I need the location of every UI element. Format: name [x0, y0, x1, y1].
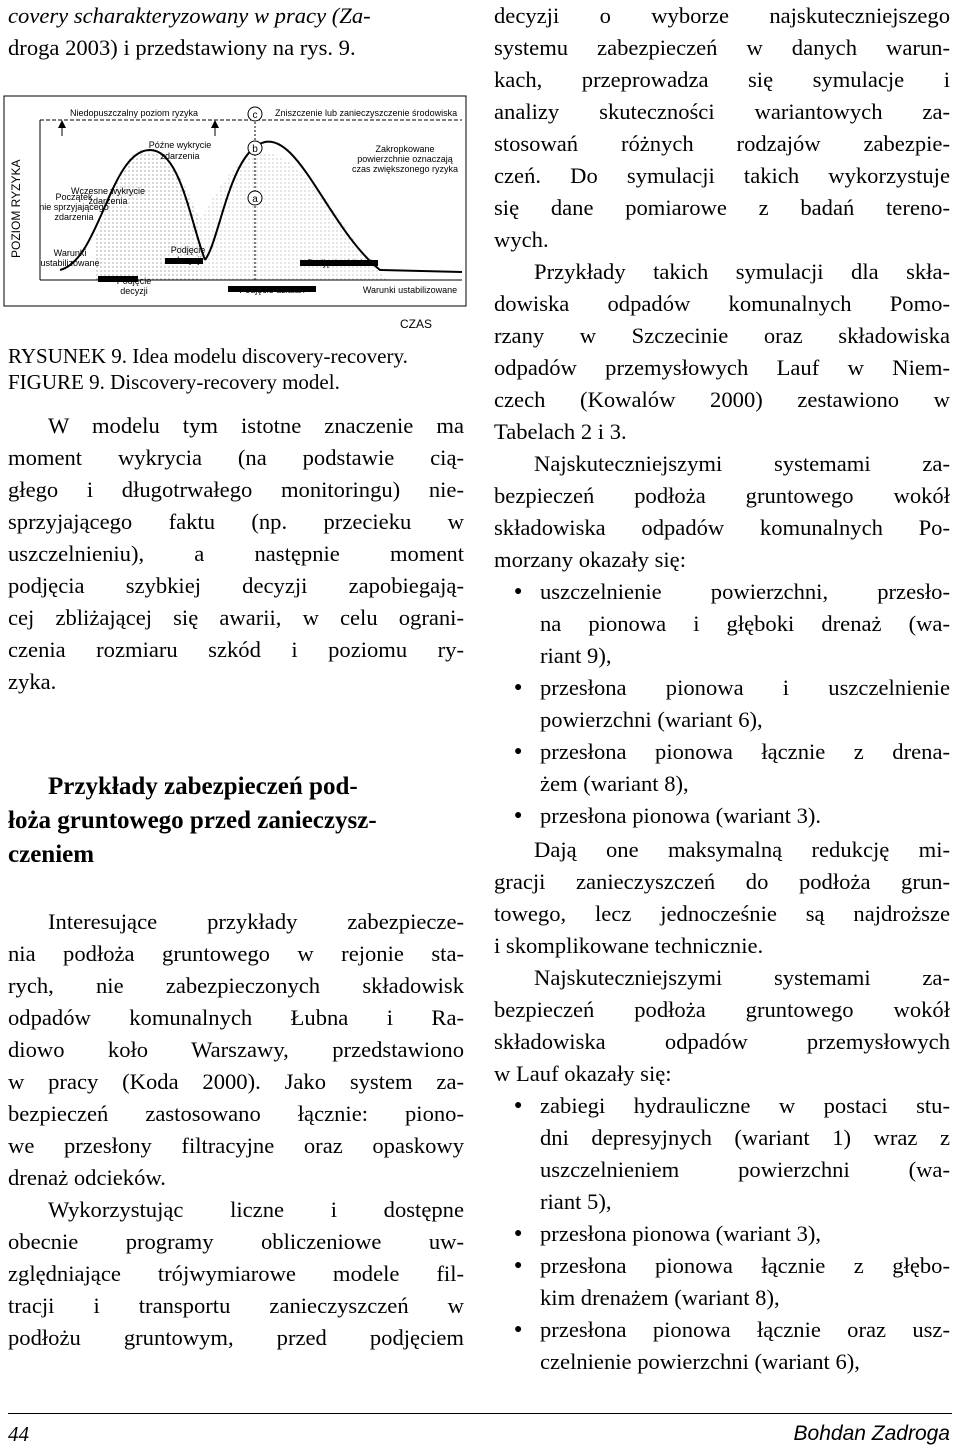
- text-line: bezpieczeń podłoża gruntowego wokół: [494, 997, 950, 1022]
- bullet-item-line: czelnienie powierzchni (wariant 6),: [540, 1349, 860, 1374]
- label-action-1: Podjęcie działań: [239, 285, 305, 295]
- text-line: systemu zabezpieczeń w danych warun-: [494, 35, 950, 60]
- text-line: tracji i transportu zanieczyszczeń w: [8, 1293, 464, 1318]
- label-start-2: nie sprzyjającego: [39, 202, 109, 212]
- text-line: w Lauf okazały się:: [494, 1061, 672, 1086]
- text-line: Dają one maksymalną redukcję mi-: [534, 837, 950, 862]
- label-stable-left-1: Warunki: [53, 248, 87, 258]
- text-line: odpadów przemysłowych Lauf w Niem-: [494, 355, 950, 380]
- text-line: Tabelach 2 i 3.: [494, 419, 627, 444]
- text-line: i skomplikowane technicznie.: [494, 933, 764, 958]
- label-start-3: zdarzenia: [54, 212, 94, 222]
- text-line: we przesłony filtracyjne oraz opaskowy: [8, 1133, 464, 1158]
- label-early-1: Wczesne wykrycie: [70, 186, 146, 196]
- text-line: składowiska odpadów przemysłowych: [494, 1029, 950, 1054]
- text-line: bezpieczeń podłoża gruntowego wokół: [494, 483, 950, 508]
- text-line: sprzyjającego faktu (np. przecieku w: [8, 509, 464, 534]
- arrow-head: [211, 120, 219, 128]
- text-line: covery scharakteryzowany w pracy (Za-: [8, 3, 371, 28]
- text-line: morzany okazały się:: [494, 547, 686, 572]
- text-line: analizy skuteczności wariantowych za-: [494, 99, 950, 124]
- y-axis-label: POZIOM RYZYKA: [9, 159, 23, 258]
- text-line: Wykorzystując liczne i dostępne: [48, 1197, 464, 1222]
- text-line: zyka.: [8, 669, 57, 694]
- arrow-head: [58, 120, 66, 128]
- label-action-2: Podjęcie działań: [307, 258, 373, 268]
- label-decision-1b: decyzji: [120, 286, 148, 296]
- footer-author: Bohdan Zadroga: [793, 1422, 950, 1445]
- text-line: drenaż odcieków.: [8, 1165, 166, 1190]
- bullet-icon: ●: [514, 744, 523, 759]
- bullet-item-line: przesłona pionowa (wariant 3).: [540, 803, 822, 828]
- text-line: czenia rozmiaru szkód i poziomu ry-: [8, 637, 464, 662]
- text-line: podjęcia szybkiej decyzji zapobiegają-: [8, 573, 464, 598]
- marker-b-label: b: [252, 144, 258, 155]
- text-line: cej zbliżającej się awarii, w celu ograni-: [8, 605, 464, 630]
- heading-line: czeniem: [8, 841, 95, 868]
- page-number: 44: [8, 1422, 29, 1446]
- text-line: się dane pomiarowe z badań tereno-: [494, 195, 950, 220]
- bullet-item-line: przesłona pionowa i uszczelnienie: [540, 675, 950, 700]
- label-dotted-3: czas zwiększonego ryzyka: [351, 164, 459, 174]
- text-line: W modelu tym istotne znaczenie ma: [48, 413, 464, 438]
- label-decision-2a: Podjęcie: [170, 245, 206, 255]
- text-line: gracji zanieczyszczeń do podłoża grun-: [494, 869, 950, 894]
- marker-a-label: a: [252, 194, 258, 205]
- text-line: Przykłady takich symulacji dla skła-: [534, 259, 950, 284]
- bullet-item-line: przesłona pionowa (wariant 3),: [540, 1221, 822, 1246]
- bullet-icon: ●: [514, 584, 523, 599]
- bullet-item-line: przesłona pionowa łącznie oraz usz-: [540, 1317, 950, 1342]
- bullet-item-line: uszczelnieniem powierzchni (wa-: [540, 1157, 950, 1182]
- text-line: nia podłoża gruntowego w rejonie sta-: [8, 941, 464, 966]
- bullet-item-line: przesłona pionowa łącznie z drena-: [540, 739, 950, 764]
- text-line: podłożu gruntowym, przed podjęciem: [8, 1325, 464, 1350]
- label-destruction: Zniszczenie lub zanieczyszczenie środowiska: [275, 108, 458, 118]
- heading-line: łoża gruntowego przed zanieczysz-: [8, 807, 377, 834]
- bullet-item-line: riant 9),: [540, 643, 612, 668]
- text-line: czech (Kowalów 2000) zestawiono w: [494, 387, 950, 412]
- discovery-recovery-figure: [0, 90, 470, 340]
- figure-caption-pl: RYSUNEK 9. Idea modelu discovery-recovery.: [8, 344, 408, 368]
- text-line: odpadów komunalnych Łubna i Ra-: [8, 1005, 464, 1030]
- text-line: Najskuteczniejszymi systemami za-: [534, 451, 950, 476]
- text-line: kach, przeprowadza się symulacje i: [494, 67, 950, 92]
- text-line: dowiska odpadów komunalnych Pomo-: [494, 291, 950, 316]
- text-line: obecnie programy obliczeniowe uw-: [8, 1229, 464, 1254]
- label-stable-right: Warunki ustabilizowane: [362, 285, 458, 295]
- label-late-2: zdarzenia: [160, 151, 200, 161]
- text-line: stosowań różnych rodzajów zabezpie-: [494, 131, 950, 156]
- text-line: Najskuteczniejszymi systemami za-: [534, 965, 950, 990]
- label-late-1: Późne wykrycie: [148, 140, 212, 150]
- bullet-item-line: przesłona pionowa łącznie z głębo-: [540, 1253, 950, 1278]
- x-axis-label: CZAS: [399, 317, 432, 331]
- bullet-item-line: kim drenażem (wariant 8),: [540, 1285, 780, 1310]
- label-start-1: Początek: [55, 192, 93, 202]
- text-line: zględniające trójwymiarowe modele fil-: [8, 1261, 464, 1286]
- bullet-icon: ●: [514, 1226, 523, 1241]
- footer-rule: [8, 1413, 952, 1414]
- text-line: rych, nie zabezpieczonych składowisk: [8, 973, 464, 998]
- text-line: uszczelnieniu), a następnie moment: [8, 541, 464, 566]
- bullet-item-line: riant 5),: [540, 1189, 612, 1214]
- label-dotted-2: powierzchnie oznaczają: [357, 154, 453, 164]
- bullet-icon: ●: [514, 808, 523, 823]
- text-line: rzany w Szczecinie oraz składowiska: [494, 323, 950, 348]
- text-line: bezpieczeń zastosowano łącznie: piono-: [8, 1101, 464, 1126]
- text-line: diowo koło Warszawy, przedstawiono: [8, 1037, 464, 1062]
- label-early-2: zdarzenia: [88, 196, 128, 206]
- bullet-item-line: powierzchni (wariant 6),: [540, 707, 763, 732]
- label-decision-2b: decyzji: [174, 255, 202, 265]
- bullet-item-line: żem (wariant 8),: [540, 771, 689, 796]
- bullet-icon: ●: [514, 1322, 523, 1337]
- bullet-item-line: dni depresyjnych (wariant 1) wraz z: [540, 1125, 950, 1150]
- figure-caption-en: FIGURE 9. Discovery-recovery model.: [8, 370, 340, 394]
- text-line: moment wykrycia (na podstawie cią-: [8, 445, 464, 470]
- text-line: składowiska odpadów komunalnych Po-: [494, 515, 950, 540]
- marker-c-label: c: [252, 110, 258, 121]
- heading-line: Przykłady zabezpieczeń pod-: [48, 773, 358, 800]
- text-line: towego, lecz jednocześnie są najdroższe: [494, 901, 950, 926]
- text-line: wych.: [494, 227, 549, 252]
- label-stable-left-2: ustabilizowane: [40, 258, 100, 268]
- text-line: Interesujące przykłady zabezpiecze-: [48, 909, 464, 934]
- bullet-icon: ●: [514, 680, 523, 695]
- label-decision-1a: Podjęcie: [116, 276, 152, 286]
- text-line: w pracy (Koda 2000). Jako system za-: [8, 1069, 464, 1094]
- text-line: decyzji o wyborze najskuteczniejszego: [494, 3, 950, 28]
- bullet-item-line: uszczelnienie powierzchni, przesło-: [540, 579, 950, 604]
- text-line: czeń. Do symulacji takich wykorzystuje: [494, 163, 950, 188]
- bullet-icon: ●: [514, 1258, 523, 1273]
- bullet-item-line: zabiegi hydrauliczne w postaci stu-: [540, 1093, 950, 1118]
- label-unacceptable: Niedopuszczalny poziom ryzyka: [70, 108, 199, 118]
- label-dotted-1: Zakropkowane: [375, 144, 435, 154]
- text-line: droga 2003) i przedstawiony na rys. 9.: [8, 35, 356, 60]
- bullet-item-line: na pionowa i głęboki drenaż (wa-: [540, 611, 950, 636]
- text-line: głego i długotrwałego monitoringu) nie-: [8, 477, 464, 502]
- bullet-icon: ●: [514, 1098, 523, 1113]
